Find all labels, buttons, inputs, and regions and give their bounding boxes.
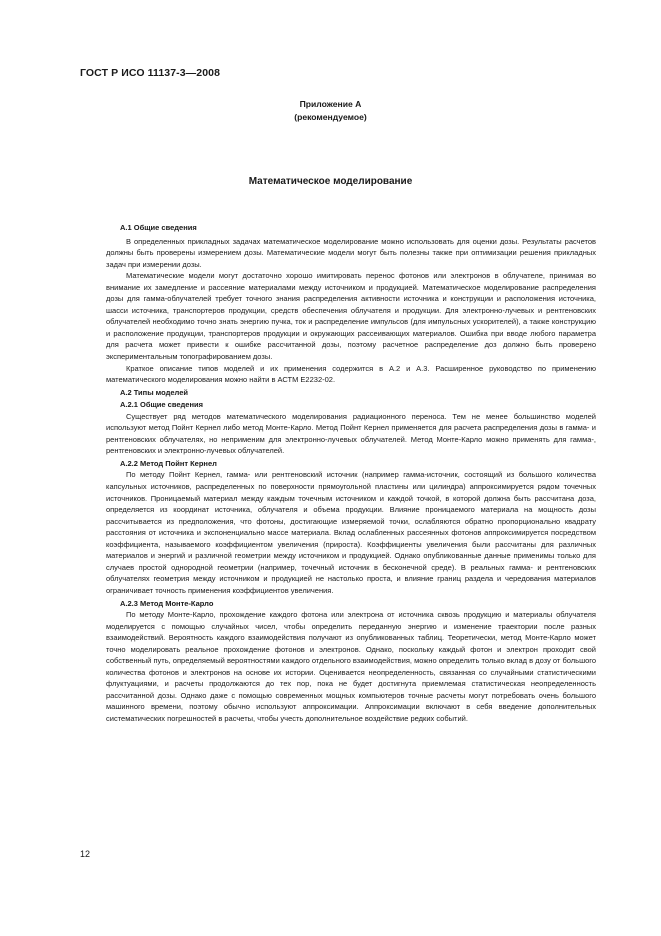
standard-code-header: ГОСТ Р ИСО 11137-3—2008 bbox=[80, 67, 221, 79]
section-heading-a21: А.2.1 Общие сведения bbox=[120, 400, 203, 410]
paragraph-a21-1: Существует ряд методов математического моделирования радиационного переноса. Тем не менее большинство моделей используют метод Пойнт Кернел либо метод Монте-Карло. Метод Пойнт Кернел применяется для расчета распределения дозы в гамма- и рентгеновских облучателях, но неприменим для электронно-лучевых облучателей. Метод Монте-Карло можно применять для гамма-, рентгеновских и электронно-лучевых облучателей. bbox=[106, 411, 596, 456]
paragraph-a1-1: В определенных прикладных задачах математическое моделирование можно использовать для оценки дозы. Результаты расчетов должны быть проверены измерением дозы. Математические модели могут быть полезны также при оптимизации решения прикладных задач при измерении дозы. bbox=[106, 236, 596, 269]
section-heading-a22: А.2.2 Метод Пойнт Кернел bbox=[120, 458, 217, 468]
annex-label: Приложение А bbox=[299, 99, 362, 109]
paragraph-a23-1: По методу Монте-Карло, прохождение каждого фотона или электрона от источника сквозь продукцию и материалы облучателя моделируется с помощью случайных чисел, чтобы определить переданную энергию и изменение траектории после разных взаимодействий. Вероятность каждого взаимодействия получают из опубликованных таблиц. Теоретически, метод Монте-Карло может точно моделировать реальное прохождение фотонов и электронов. Однако, поскольку каждый фотон и электрон проходит свой собственный путь, определяемый вероятностями каждого отдельного взаимодействия, можно определить только вклад в дозу от большого количества фотонов и электронов на основе их истории. Оценивается неопределенность, связанная со случайными статистическими флуктуациями, и расчеты продолжаются до тех пор, пока не будет достигнута приемлемая статистическая неопределенность рассчитанной дозы. Однако даже с помощью современных мощных компьютеров точные расчеты могут потребовать очень большого машинного времени, поэтому обычно используют аппроксимации. Аппроксимации включают в себя введение дополнительных систематических погрешностей в расчеты, чтобы учесть дополнительное воздействие редких событий. bbox=[106, 610, 596, 723]
annex-title: Математическое моделирование bbox=[248, 176, 413, 187]
section-heading-a1: А.1 Общие сведения bbox=[120, 223, 197, 232]
paragraph-a1-2: Математические модели могут достаточно хорошо имитировать перенос фотонов или электронов в облучателе, принимая во внимание их замедление и рассеяние материалами между источником и продукцией. Математическое моделирование распределения дозы для гамма-облучателей требует точного знания распределения активности источника и конструкции и расположения источника, шасси источника, транспортеров продукции, средств обеспечения облучателя и продукции. Для электронно-лучевых и рентгеновских облучателей необходимо точно знать энергию пучка, ток и распределение импульсов (для импульсных ускорителей), а также конструкцию и расположение продукции, транспортеров продукции и окружающих рассеивающих материалов. Ошибка при вводе любого параметра для расчета может привести к ошибке рассчитанной дозы, поэтому расчетное распределение доз должно быть проверено экспериментальным топографированием дозы. bbox=[106, 271, 596, 362]
page-number: 12 bbox=[80, 849, 91, 859]
section-heading-a2: А.2 Типы моделей bbox=[120, 387, 188, 397]
document-body bbox=[106, 222, 596, 725]
paragraph-a1-3: Краткое описание типов моделей и их применения содержится в А.2 и А.3. Расширенное руководство по применению математического моделирования можно найти в АСТМ Е2232-02. bbox=[106, 363, 596, 385]
paragraph-a22-1: По методу Пойнт Кернел, гамма- или рентгеновский источник (например гамма-источник, состоящий из большого количества капсульных источников, распределенных по поверхности прямоугольной пластины или цилиндра) аппроксимируется рядом точечных источников. Проницаемый материал между каждым точечным источником и каждой точкой, в которой должна быть рассчитана доза, определяется из координат источника, облучателя и объема продукции. Влияние проницаемого материала на мощность дозы рассчитывается из предположения, что фотоны, достигающие измеряемой точки, ослабляются обратно пропорционально квадрату расстояния от источника и экспоненциально массе материала. Вклад ослабленных рассеянных фотонов аппроксимируется посредством коэффициента, называемого коэффициентом увеличения (прироста). Коэффициенты увеличения были рассчитаны для различных материалов и энергий и различной геометрии между источником и продукцией. Однако опубликованные данные применимы только для случаев простой однородной геометрии (например, точечный источник в бесконечной среде). В реальных гамма- и рентгеновских облучателях геометрия между источником и продукцией не настолько проста, и влияние границ раздела и чередования материалов ограничивает точность применения коэффициентов увеличения. bbox=[106, 470, 596, 595]
section-heading-a23: А.2.3 Метод Монте-Карло bbox=[120, 598, 214, 608]
annex-status: (рекомендуемое) bbox=[294, 112, 367, 122]
